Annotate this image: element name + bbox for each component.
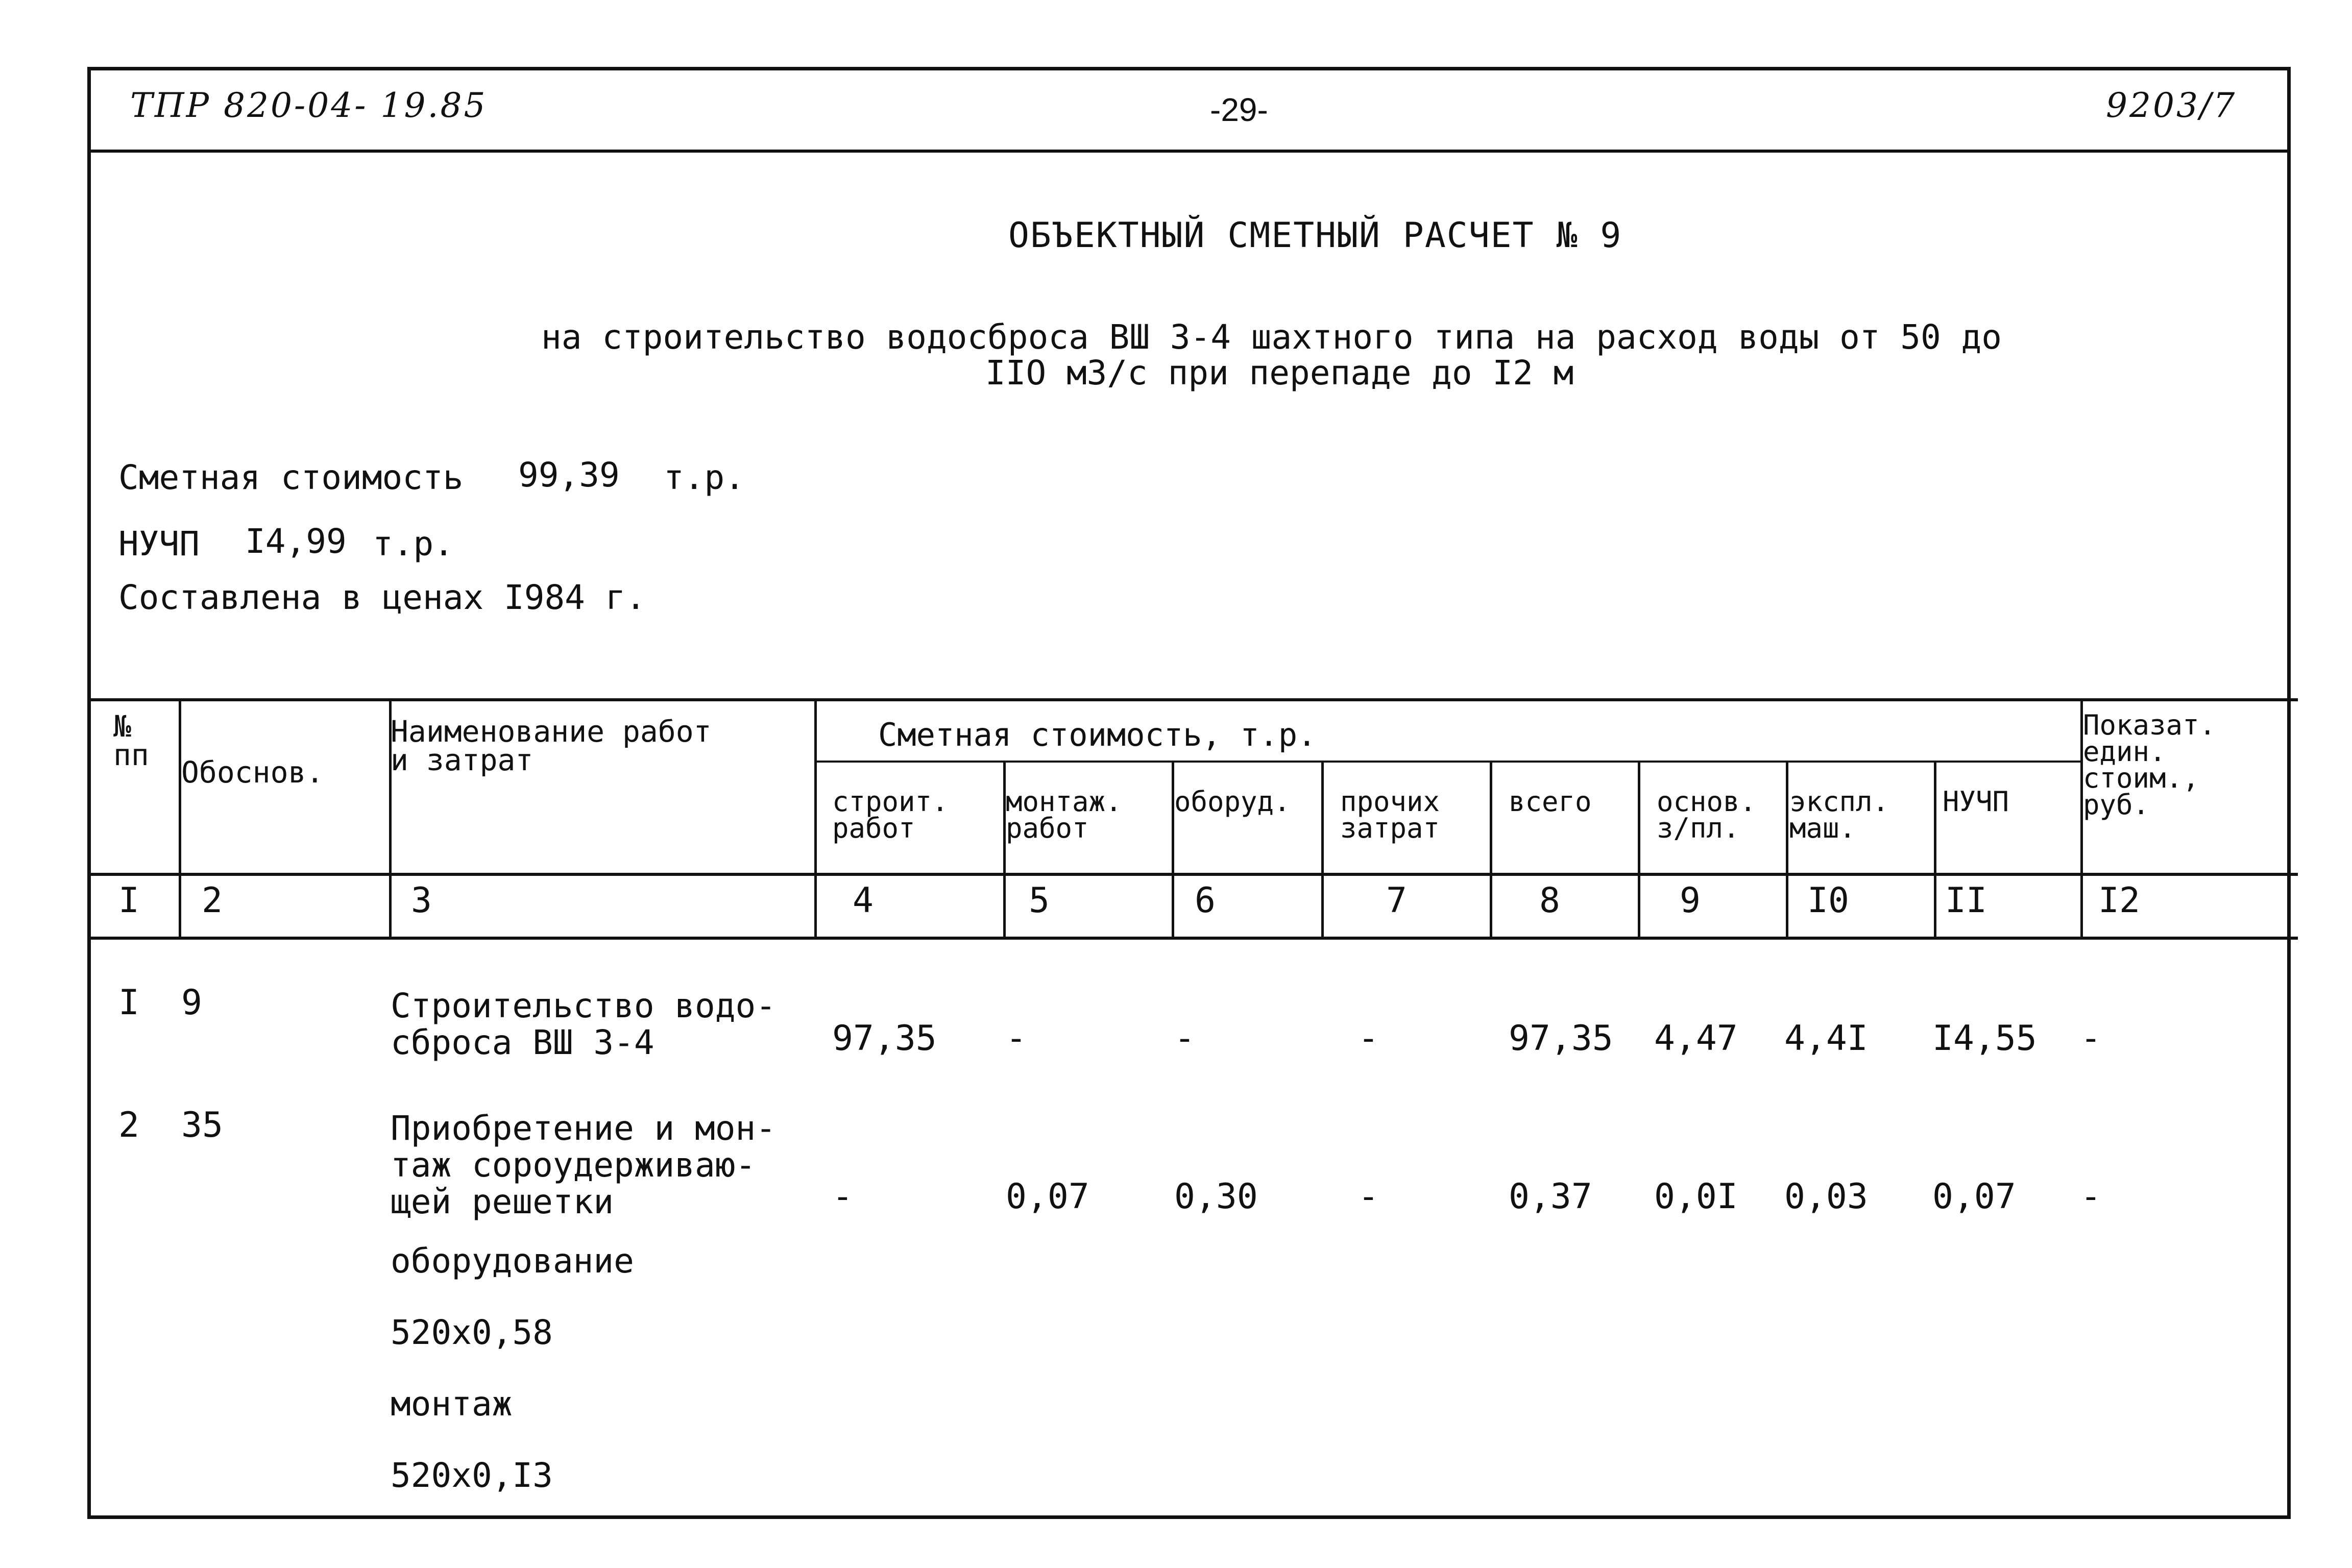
row2-name: Приобретение и мон- таж сороудерживаю- щей решетки [391, 1109, 776, 1221]
column-number-bottom-rule [87, 937, 2298, 940]
col-number-5: 5 [1029, 880, 1050, 921]
row1-no: I [118, 983, 139, 1023]
header-col-equipment: оборуд. [1174, 786, 1291, 818]
header-col-no: № пп [113, 709, 149, 772]
col-divider-7 [1490, 761, 1492, 938]
header-cost-group: Сметная стоимость, т.р. [878, 716, 1317, 753]
col-number-2: 2 [202, 880, 223, 921]
note-equipment-label: оборудование [391, 1241, 634, 1281]
row1-total: 97,35 [1509, 1018, 1613, 1059]
header-col-total: всего [1509, 786, 1592, 818]
col-divider-8 [1638, 761, 1640, 938]
col-divider-6 [1321, 761, 1324, 938]
row2-nuchp: 0,07 [1932, 1177, 2016, 1217]
row1-construction: 97,35 [832, 1018, 937, 1059]
estimated-cost-unit: т.р. [664, 458, 745, 497]
document-title: ОБЪЕКТНЫЙ СМЕТНЫЙ РАСЧЕТ № 9 [1008, 215, 1622, 256]
col-number-6: 6 [1195, 880, 1216, 921]
header-col-name: Наименование работ и затрат [391, 714, 712, 777]
row1-nuchp: I4,55 [1932, 1018, 2037, 1059]
estimated-cost-value: 99,39 [518, 455, 620, 495]
row2-installation: 0,07 [1006, 1177, 1089, 1217]
header-col-nuchp: НУЧП [1943, 786, 2009, 818]
doc-code: ТПР 820-04- 19.85 [130, 86, 488, 125]
document-subtitle-line1: на строительство водосброса ВШ 3-4 шахтного типа на расход воды от 50 до [541, 317, 2002, 357]
note-installation-label: монтаж [391, 1384, 513, 1424]
note-installation-formula: 520х0,I3 [391, 1456, 553, 1495]
row1-other: - [1358, 1018, 1379, 1059]
row1-installation: - [1006, 1018, 1027, 1059]
col-number-10: I0 [1807, 880, 1849, 921]
sheet-code: 9203/7 [2106, 86, 2237, 125]
estimated-cost-label: Сметная стоимость [118, 458, 464, 497]
header-col-basis: Обоснов. [181, 755, 324, 790]
header-col-installation: монтаж. работ [1006, 786, 1122, 844]
prices-note: Составлена в ценах I984 г. [118, 578, 646, 617]
header-divider [87, 150, 2291, 153]
row2-indicator: - [2080, 1177, 2101, 1217]
page-number: -29- [1210, 91, 1268, 128]
row2-machine-op: 0,03 [1784, 1177, 1868, 1217]
table-top-rule [87, 698, 2298, 701]
row2-total: 0,37 [1509, 1177, 1592, 1217]
header-col-base-wage: основ. з/пл. [1657, 786, 1757, 844]
row1-equipment: - [1174, 1018, 1195, 1059]
col-divider-1 [179, 698, 181, 938]
row2-no: 2 [118, 1105, 139, 1145]
row1-basis: 9 [181, 983, 202, 1023]
row2-construction: - [832, 1177, 853, 1217]
col-number-12: I2 [2098, 880, 2140, 921]
col-number-8: 8 [1539, 880, 1560, 921]
document-subtitle-line2: IIО м3/с при перепаде до I2 м [985, 353, 1574, 393]
row1-machine-op: 4,4I [1784, 1018, 1868, 1059]
nuchp-value: I4,99 [245, 522, 347, 561]
row2-base-wage: 0,0I [1654, 1177, 1738, 1217]
nuchp-unit: т.р. [373, 524, 454, 564]
col-number-3: 3 [411, 880, 432, 921]
row1-base-wage: 4,47 [1654, 1018, 1738, 1059]
col-number-11: II [1945, 880, 1987, 921]
note-equipment-formula: 520х0,58 [391, 1313, 553, 1352]
header-col-construction: строит. работ [832, 786, 949, 844]
col-number-4: 4 [853, 880, 874, 921]
header-col-other: прочих затрат [1340, 786, 1440, 844]
col-number-7: 7 [1386, 880, 1407, 921]
col-divider-10 [1934, 761, 1936, 938]
row2-basis: 35 [181, 1105, 223, 1145]
row1-name: Строительство водо- сброса ВШ 3-4 [391, 986, 776, 1062]
col-divider-3 [814, 698, 817, 938]
header-col-machine-op: экспл. маш. [1789, 786, 1889, 844]
row2-other: - [1358, 1177, 1379, 1217]
column-number-top-rule [87, 873, 2298, 876]
col-number-1: I [118, 880, 139, 921]
nuchp-label: НУЧП [118, 524, 200, 564]
header-col-indicator: Показат. един. стоим., руб. [2083, 709, 2216, 821]
col-number-9: 9 [1680, 880, 1701, 921]
row1-indicator: - [2080, 1018, 2101, 1059]
col-divider-9 [1786, 761, 1788, 938]
row2-equipment: 0,30 [1174, 1177, 1258, 1217]
